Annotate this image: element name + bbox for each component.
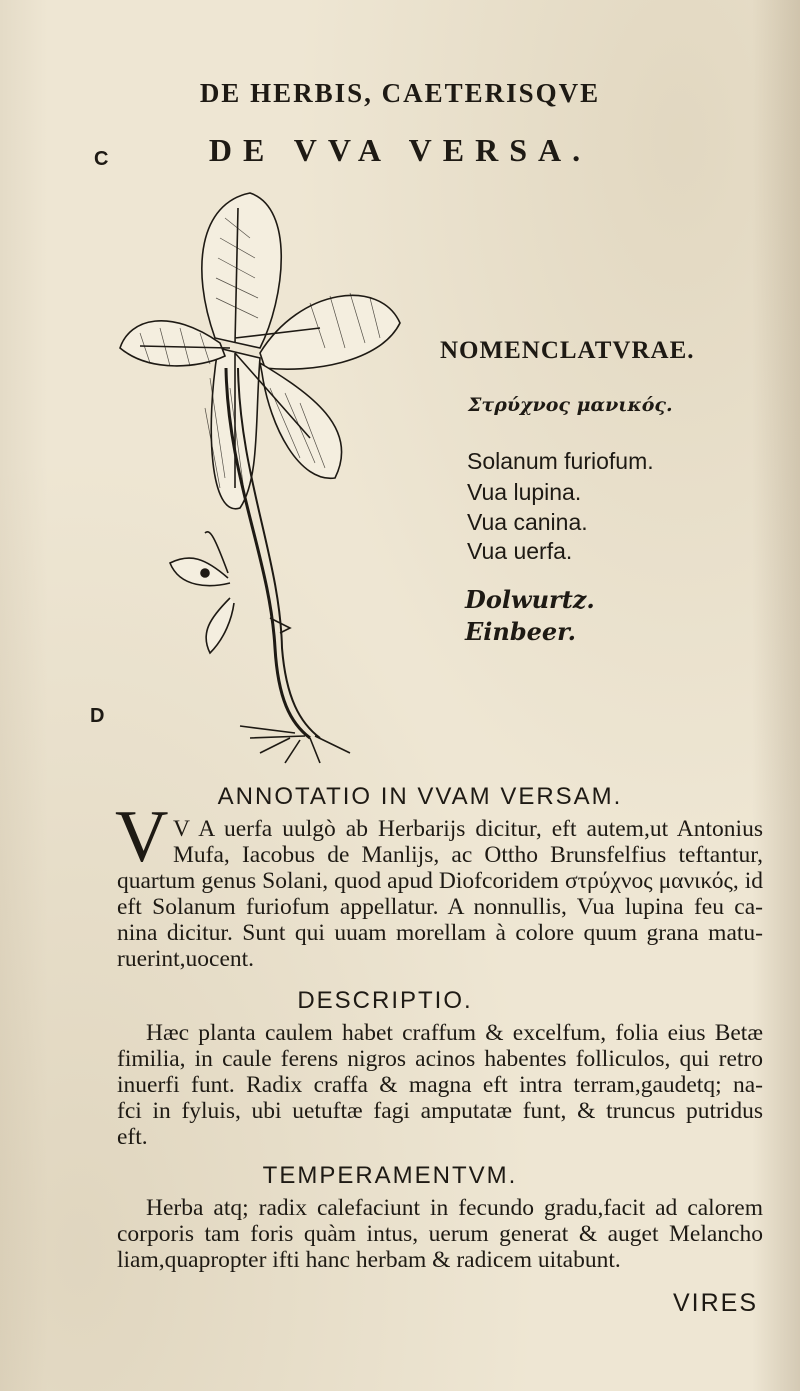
body-line: corporis tam foris quàm intus, uerum generat & auget Melancho (117, 1221, 763, 1247)
body-line: fimilia, in caule ferens nigros acinos habentes folliculos, qui retro (117, 1046, 763, 1072)
temperamentum-heading: TEMPERAMENTVM. (262, 1162, 518, 1189)
nomenclature-heading: NOMENCLATVRAE. (440, 337, 695, 364)
latin-name: Vua canina. (467, 509, 588, 535)
greek-name: Στρύχνος μανικός. (468, 394, 673, 416)
margin-letter-d: D (90, 705, 105, 727)
body-line: Mufa, Iacobus de Manlijs, ac Ottho Brunsfelfius teftantur, (173, 842, 763, 868)
body-line: Herba atq; radix calefaciunt in fecundo gradu,facit ad calorem (146, 1195, 763, 1221)
german-name: Einbeer. (465, 617, 576, 646)
body-line: ruerint,uocent. (117, 946, 255, 972)
body-line: fci in fyluis, ubi uetuftæ fagi amputatæ funt, & truncus putridus (117, 1098, 763, 1124)
body-line: V A uerfa uulgò ab Herbarijs dicitur, eft autem,ut Antonius (173, 816, 763, 842)
margin-letter-c: C (94, 148, 109, 170)
body-line: inuerfi funt. Radix craffa & magna eft intra terram,gaudetq; na- (117, 1072, 763, 1098)
catchword: VIRES (673, 1289, 759, 1317)
body-line: liam,quapropter ifti hanc herbam & radicem uitabunt. (117, 1247, 621, 1273)
body-line: eft. (117, 1124, 148, 1150)
drop-cap: V (115, 796, 169, 878)
german-name: Dolwurtz. (465, 585, 595, 614)
plant-woodcut-illustration (110, 178, 410, 768)
latin-name: Solanum furiofum. (467, 448, 654, 474)
descriptio-heading: DESCRIPTIO. (297, 987, 473, 1014)
body-line: quartum genus Solani, quod apud Diofcoridem στρύχνος μανικός, id (117, 868, 763, 894)
chapter-title: DE VVA VERSA. (208, 132, 592, 168)
body-line: Hæc planta caulem habet craffum & excelfum, folia eius Betæ (146, 1020, 763, 1046)
body-line: eft Solanum furiofum appellatur. A nonnullis, Vua lupina feu ca- (117, 894, 763, 920)
running-head: DE HERBIS, CAETERISQVE (199, 78, 601, 108)
annotatio-heading: ANNOTATIO IN VVAM VERSAM. (217, 783, 623, 810)
latin-name: Vua lupina. (467, 479, 582, 505)
latin-name: Vua uerfa. (467, 538, 573, 564)
body-line: nina dicitur. Sunt qui uuam morellam à colore quum grana matu- (117, 920, 763, 946)
